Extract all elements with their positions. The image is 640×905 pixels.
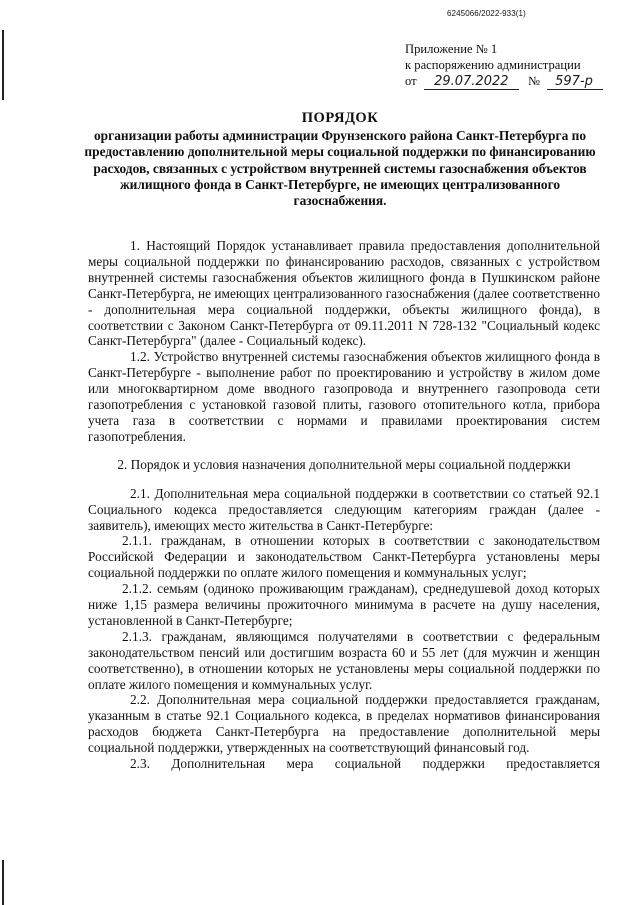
appendix-from-label: от bbox=[405, 74, 417, 88]
appendix-line2: к распоряжению администрации bbox=[405, 58, 581, 72]
document-id: 6245066/2022-933(1) bbox=[447, 9, 526, 18]
paragraph-2-1-2: 2.1.2. семьям (одиноко проживающим гражданам), среднедушевой доход которых ниже 1,15 размера величины прожиточного минимума в расчете на душу населения, установленной в Санкт-Петербурге; bbox=[88, 581, 600, 628]
scan-edge-mark bbox=[2, 860, 4, 905]
paragraph-1-2: 1.2. Устройство внутренней системы газоснабжения объектов жилищного фонда в Санкт-Петербурге - выполнение работ по проектированию и устройству в жилом доме или многоквартирном доме вводного газопровода и внутреннего газопровода сети газопотребления с установкой газовой плиты, газового отопительного котла, прибора учета газа в соответствии с нормами и правилами проектирования систем газопотребления. bbox=[88, 349, 600, 444]
paragraph-2-3: 2.3. Дополнительная мера социальной поддержки предоставляется bbox=[130, 756, 600, 772]
appendix-date-row bbox=[405, 73, 635, 90]
paragraph-2-1-3: 2.1.3. гражданам, являющимся получателями в соответствии с федеральным законодательством пенсий или достигшим возраста 60 и 55 лет (для мужчин и женщин соответственно), в отношении которых не установлены меры социальной поддержки по оплате жилого помещения и коммунальных услуг. bbox=[88, 628, 600, 692]
handwritten-date: 29.07.2022 bbox=[424, 75, 519, 90]
document-title-block bbox=[80, 108, 600, 209]
document-subtitle: организации работы администрации Фрунзенского района Санкт-Петербурга по предоставлению дополнительной меры социальной поддержки по финансированию расходов, связанных с устройством внутренней системы газоснабжения объектов жилищного фонда в Санкт-Петербурге, не имеющих централизованного газоснабжения. bbox=[84, 128, 596, 209]
paragraph-2-2: 2.2. Дополнительная мера социальной поддержки предоставляется гражданам, указанным в статье 92.1 Социального кодекса, в пределах нормативов финансирования расходов бюджета Санкт-Петербурга на предоставление дополнительной меры социальной поддержки, утвержденных на соответствующий финансовый год. bbox=[88, 692, 600, 756]
appendix-line1: Приложение № 1 bbox=[405, 42, 498, 56]
appendix-number-label: № bbox=[527, 74, 540, 88]
paragraph-2-1-1: 2.1.1. гражданам, в отношении которых в соответствии с законодательством Российской Федерации и законодательством Санкт-Петербурга установлены меры социальной поддержки по оплате жилого помещения и коммунальных услуг; bbox=[88, 533, 600, 581]
section-2-heading: 2. Порядок и условия назначения дополнительной меры социальной поддержки bbox=[117, 456, 571, 472]
document-title: ПОРЯДОК bbox=[301, 110, 379, 126]
scan-edge-mark bbox=[2, 30, 4, 100]
handwritten-number: 597-р bbox=[547, 75, 603, 90]
appendix-header bbox=[405, 41, 635, 90]
paragraph-2-1: 2.1. Дополнительная мера социальной поддержки в соответствии со статьей 92.1 Социального кодекса предоставляется следующим категориям граждан (далее - заявитель), имеющих место жительства в Санкт-Петербурге: bbox=[88, 485, 600, 533]
paragraph-1: 1. Настоящий Порядок устанавливает правила предоставления дополнительной меры социальной поддержки по финансированию расходов, связанных с устройством внутренней системы газоснабжения объектов жилищного фонда в Пушкинском районе Санкт-Петербурга, не имеющих централизованного газоснабжения (далее соответственно - дополнительная мера социальной поддержки, объекты жилищного фонда), в соответствии с Законом Санкт-Петербурга от 09.11.2011 N 728-132 "Социальный кодекс Санкт-Петербурга" (далее - Социальный кодекс). bbox=[88, 238, 600, 349]
document-body bbox=[88, 238, 600, 772]
